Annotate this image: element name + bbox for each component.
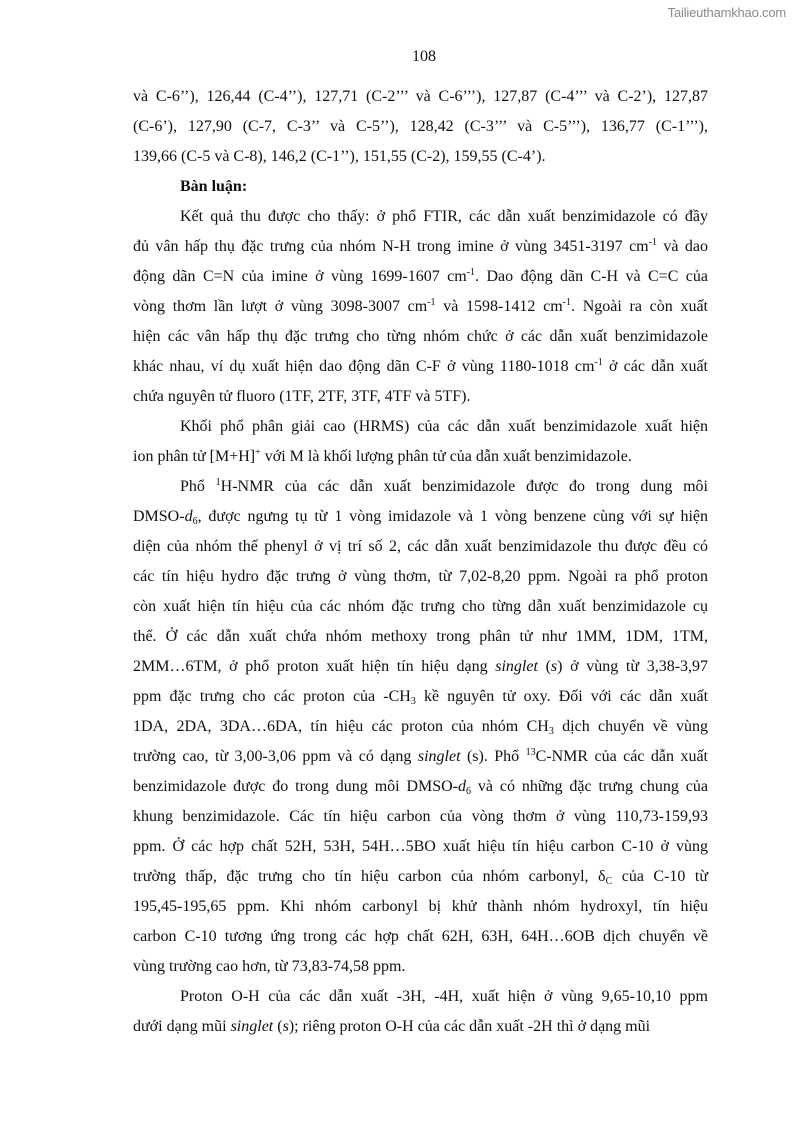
watermark: Tailieuthamkhao.com: [667, 5, 786, 20]
superscript: -1: [562, 297, 571, 308]
page-number: 108: [412, 48, 436, 65]
text-run: hiện các vân hấp thụ đặc trưng cho từng nhóm chức ở các dẫn xuất benzimidazole: [133, 328, 708, 345]
subscript: 3: [410, 696, 416, 707]
text-run: Kết quả thu được cho thấy: ở phổ FTIR, các dẫn xuất benzimidazole có đầy: [180, 208, 708, 225]
text-line: [133, 82, 708, 112]
subscript: 6: [192, 516, 198, 527]
text-run: DMSO-: [133, 508, 185, 525]
text-run: 1DA, 2DA, 3DA…6DA, tín hiệu các proton của nhóm CH: [133, 718, 549, 735]
text-line: [133, 682, 708, 712]
subscript: 3: [548, 726, 554, 737]
text-run: thể. Ở các dẫn xuất chứa nhóm methoxy trong phân tử như 1MM, 1DM, 1TM,: [133, 628, 708, 645]
text-run: 195,45-195,65 ppm. Khi nhóm carbonyl bị khử thành nhóm hydroxyl, tín hiệu: [133, 898, 708, 915]
text-run: Khối phổ phân giải cao (HRMS) của các dẫn xuất benzimidazole xuất hiện: [180, 418, 708, 435]
text-line: [133, 412, 708, 442]
superscript: +: [255, 447, 261, 458]
text-line: [133, 1012, 708, 1042]
text-line: [133, 742, 708, 772]
text-line: [133, 382, 708, 412]
text-line: [133, 352, 708, 382]
paragraph: [133, 472, 708, 982]
text-run: trường cao, từ 3,00-3,06 ppm và có dạng: [133, 748, 418, 765]
text-line: [133, 922, 708, 952]
text-line: [133, 802, 708, 832]
text-run: (s). Phổ: [460, 748, 526, 765]
text-run: và C-6’’), 126,44 (C-4’’), 127,71 (C-2’’’ và C-6’’’), 127,87 (C-4’’’ và C-2’), 127,87: [133, 88, 708, 105]
italic-text: s: [550, 658, 558, 675]
text-run: diện của nhóm thế phenyl ở vị trí số 2, các dẫn xuất benzimidazole thu được đều có: [133, 538, 708, 555]
text-line: [133, 442, 708, 472]
superscript: 1: [215, 477, 221, 488]
superscript: -1: [427, 297, 436, 308]
text-run: động dãn C=N của imine ở vùng 1699-1607 cm: [133, 268, 467, 285]
text-run: các tín hiệu hydro đặc trưng ở vùng thơm, từ 7,02-8,20 ppm. Ngoài ra phổ proton: [133, 568, 708, 585]
text-run: ) ở vùng từ 3,38-3,97: [557, 658, 709, 675]
text-run: trường thấp, đặc trưng cho tín hiệu carbon của nhóm carbonyl, δ: [133, 868, 606, 885]
text-run: và có những đặc trưng chung của: [471, 778, 709, 795]
text-line: [133, 592, 708, 622]
text-run: dịch chuyển về vùng: [553, 718, 709, 735]
italic-text: d: [184, 508, 193, 525]
text-line: [133, 472, 708, 502]
text-line: [133, 112, 708, 142]
text-run: khung benzimidazole. Các tín hiệu carbon của vòng thơm ở vùng 110,73-159,93: [133, 808, 708, 825]
text-run: chứa nguyên tử fluoro (1TF, 2TF, 3TF, 4TF và 5TF).: [133, 388, 471, 405]
subscript: C: [605, 876, 613, 887]
text-run: vòng thơm lần lượt ở vùng 3098-3007 cm: [133, 298, 428, 315]
text-run: (C-6’), 127,90 (C-7, C-3’’ và C-5’’), 128,42 (C-3’’’ và C-5’’’), 136,77 (C-1’’’),: [133, 118, 708, 135]
text-run: đủ vân hấp thụ đặc trưng của nhóm N-H trong imine ở vùng 3451-3197 cm: [133, 238, 649, 255]
text-line: [133, 982, 708, 1012]
text-run: với M là khối lượng phân tử của dẫn xuất benzimidazole.: [260, 448, 632, 465]
text-run: còn xuất hiện tín hiệu của các nhóm đặc trưng cho từng dẫn xuất benzimidazole cụ: [133, 598, 708, 615]
superscript: -1: [648, 237, 657, 248]
paragraph: [133, 172, 708, 202]
text-line: [133, 622, 708, 652]
text-line: [133, 652, 708, 682]
text-line: [133, 502, 708, 532]
text-run: Proton O-H của các dẫn xuất -3H, -4H, xuất hiện ở vùng 9,65-10,10 ppm: [180, 988, 708, 1005]
text-line: [133, 862, 708, 892]
text-line: [133, 322, 708, 352]
text-line: [133, 262, 708, 292]
text-run: benzimidazole được đo trong dung môi DMSO-: [133, 778, 459, 795]
text-run: vùng trường cao hơn, từ 73,83-74,58 ppm.: [133, 958, 406, 975]
text-run: ion phân tử [M+H]: [133, 448, 256, 465]
text-run: và 1598-1412 cm: [435, 298, 563, 315]
italic-text: singlet: [230, 1018, 274, 1035]
text-run: của C-10 từ: [612, 868, 708, 885]
superscript: -1: [466, 267, 476, 278]
text-run: , được ngưng tụ từ 1 vòng imidazole và 1 vòng benzene cùng với sự hiện: [197, 508, 708, 525]
subscript: 6: [466, 786, 472, 797]
text-line: [133, 202, 708, 232]
text-run: (: [273, 1018, 283, 1035]
italic-text: singlet: [495, 658, 538, 675]
paragraph: [133, 202, 708, 412]
italic-text: s: [282, 1018, 289, 1035]
text-line: [133, 232, 708, 262]
text-run: khác nhau, ví dụ xuất hiện dao động dãn C-F ở vùng 1180-1018 cm: [133, 358, 595, 375]
text-run: ); riêng proton O-H của các dẫn xuất -2H thì ở dạng mũi: [288, 1018, 651, 1035]
text-line: [133, 892, 708, 922]
text-run: và dao: [656, 238, 709, 255]
text-run: ở các dẫn xuất: [602, 358, 708, 375]
text-line: [133, 532, 708, 562]
text-run: 139,66 (C-5 và C-8), 146,2 (C-1’’), 151,55 (C-2), 159,55 (C-4’).: [133, 148, 546, 165]
text-run: . Ngoài ra còn xuất: [570, 298, 708, 315]
text-run: kề nguyên tử oxy. Đối với các dẫn xuất: [415, 688, 709, 705]
text-line: [133, 952, 708, 982]
text-run: C-NMR của các dẫn xuất: [535, 748, 709, 765]
superscript: -1: [594, 357, 603, 368]
text-line: [133, 142, 708, 172]
text-line: [133, 772, 708, 802]
italic-text: singlet: [417, 748, 461, 765]
text-line: [133, 172, 708, 202]
text-run: 2MM…6TM, ở phổ proton xuất hiện tín hiệu dạng: [133, 658, 496, 675]
text-line: [133, 712, 708, 742]
text-run: Phổ: [180, 478, 216, 495]
paragraph: [133, 82, 708, 172]
document-body: [133, 82, 708, 1042]
paragraph: [133, 982, 708, 1042]
text-run: ppm. Ở các hợp chất 52H, 53H, 54H…5BO xuất hiệu tín hiệu carbon C-10 ở vùng: [133, 838, 708, 855]
text-line: [133, 832, 708, 862]
superscript: 13: [525, 747, 536, 758]
text-run: ppm đặc trưng cho các proton của -CH: [133, 688, 411, 705]
italic-text: d: [458, 778, 467, 795]
text-run: H-NMR của các dẫn xuất benzimidazole được đo trong dung môi: [220, 478, 708, 495]
text-run: dưới dạng mũi: [133, 1018, 231, 1035]
text-line: [133, 562, 708, 592]
text-line: [133, 292, 708, 322]
paragraph: [133, 412, 708, 472]
text-run: . Dao động dãn C-H và C=C của: [475, 268, 709, 285]
text-run: (: [537, 658, 551, 675]
text-run: carbon C-10 tương ứng trong các hợp chất 62H, 63H, 64H…6OB dịch chuyển về: [133, 928, 708, 945]
heading-text: Bàn luận:: [180, 178, 248, 195]
